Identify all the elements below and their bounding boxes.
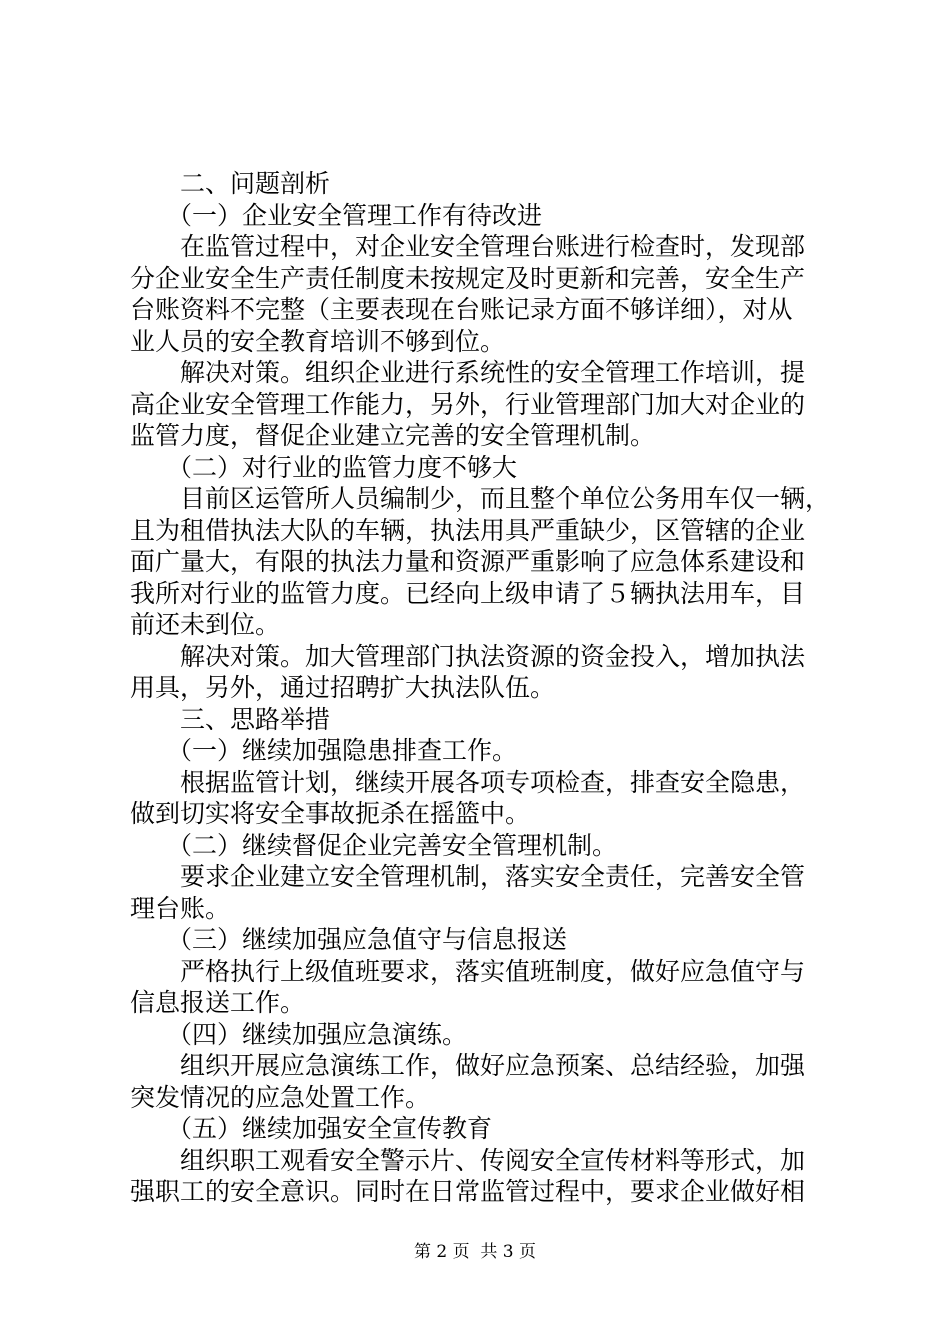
text-line: 组织开展应急演练工作，做好应急预案、总结经验，加强 [180, 1051, 806, 1080]
text-line: （三）继续加强应急值守与信息报送 [167, 925, 568, 954]
page-footer [0, 1241, 950, 1263]
text-line: 强职工的安全意识。同时在日常监管过程中，要求企业做好相 [130, 1177, 806, 1206]
text-line: （一）企业安全管理工作有待改进 [167, 200, 543, 230]
text-line: 组织职工观看安全警示片、传阅安全宣传材料等形式，加 [180, 1145, 806, 1175]
document-body [130, 168, 835, 1208]
text-line: 我所对行业的监管力度。已经向上级申请了５辆执法用车，目 [130, 578, 806, 608]
text-line: 做到切实将安全事故扼杀在摇篮中。 [130, 799, 531, 828]
text-line: 在监管过程中，对企业安全管理台账进行检查时，发现部 [180, 232, 806, 261]
text-line: （二）继续督促企业完善安全管理机制。 [167, 830, 618, 860]
text-line: 解决对策。加大管理部门执法资源的资金投入，增加执法 [180, 641, 806, 671]
text-line: 解决对策。组织企业进行系统性的安全管理工作培训，提 [180, 358, 806, 387]
text-line: 高企业安全管理工作能力，另外，行业管理部门加大对企业的 [130, 389, 806, 419]
text-line: 信息报送工作。 [130, 988, 306, 1017]
text-line: 要求企业建立安全管理机制，落实安全责任，完善安全管 [180, 862, 806, 891]
text-line: 理台账。 [130, 893, 231, 923]
text-line: 用具，另外，通过招聘扩大执法队伍。 [130, 673, 556, 702]
text-line: 目前区运管所人员编制少，而且整个单位公务用车仅一辆， [180, 484, 831, 513]
text-line: 根据监管计划，继续开展各项专项检查，排查安全隐患， [180, 767, 806, 797]
text-line: 三、思路举措 [180, 704, 331, 734]
text-line: 前还未到位。 [130, 610, 281, 639]
text-line: 面广量大，有限的执法力量和资源严重影响了应急体系建设和 [130, 547, 806, 576]
text-line: 突发情况的应急处置工作。 [130, 1082, 431, 1112]
text-line: 分企业安全生产责任制度未按规定及时更新和完善，安全生产 [130, 263, 806, 293]
text-line: 严格执行上级值班要求，落实值班制度，做好应急值守与 [180, 956, 806, 986]
text-line: 监管力度，督促企业建立完善的安全管理机制。 [130, 421, 656, 450]
text-line: 台账资料不完整（主要表现在台账记录方面不够详细），对从 [130, 295, 793, 324]
text-line: （四）继续加强应急演练。 [167, 1019, 468, 1049]
text-line: 业人员的安全教育培训不够到位。 [130, 326, 506, 356]
page-number-label: 第 2 页 共 3 页 [413, 1242, 537, 1262]
text-line: （二）对行业的监管力度不够大 [167, 452, 518, 482]
text-line: （一）继续加强隐患排查工作。 [167, 736, 518, 765]
text-line: 且为租借执法大队的车辆，执法用具严重缺少，区管辖的企业 [130, 515, 806, 545]
text-line: 二、问题剖析 [180, 169, 331, 198]
text-line: （五）继续加强安全宣传教育 [167, 1114, 493, 1143]
